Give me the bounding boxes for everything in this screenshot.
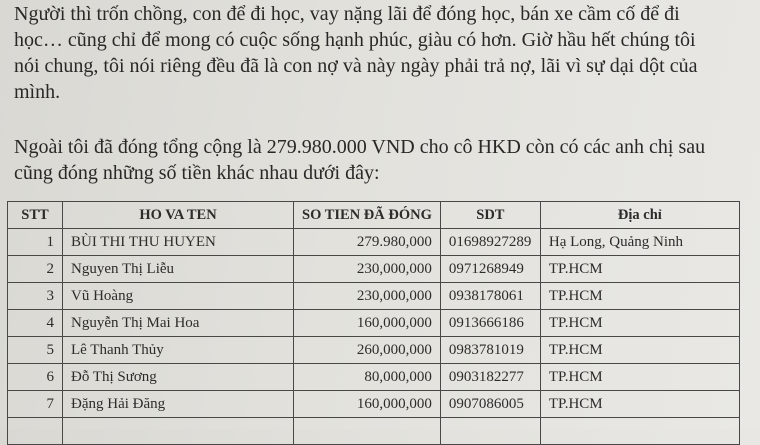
table-row [8,364,740,391]
summary-paragraph [14,134,754,186]
paragraph-line: nói chung, tôi nói riêng đều đã là con nợ và này ngày phải trả nợ, lãi vì sự dại dột của [14,55,698,77]
cell-empty [8,418,63,445]
cell-stt: 7 [8,391,63,418]
paragraph-line: Ngoài tôi đã đóng tổng cộng là 279.980.000 VND cho cô HKD còn có các anh chị sau [14,136,706,158]
cell-amount: 80,000,000 [294,364,441,391]
table-row [8,310,740,337]
cell-amount: 160,000,000 [294,391,441,418]
cell-name: Nguyễn Thị Mai Hoa [63,310,294,337]
cell-phone: 01698927289 [440,229,540,256]
header-phone: SDT [440,202,540,229]
cell-name: Đỗ Thị Sương [63,364,294,391]
cell-stt: 1 [8,229,63,256]
table-row [8,283,740,310]
paragraph-line: Người thì trốn chồng, con để đi học, vay nặng lãi để đóng học, bán xe cầm cố để đi [14,3,680,25]
header-name: HO VA TEN [63,202,294,229]
cell-amount: 230,000,000 [294,256,441,283]
cell-stt: 4 [8,310,63,337]
cell-phone: 0903182277 [440,364,540,391]
cell-empty [63,418,294,445]
payments-table [7,201,740,445]
cell-address: TP.HCM [540,364,739,391]
cell-address: TP.HCM [540,310,739,337]
header-address: Địa chỉ [540,202,739,229]
cell-amount: 279.980,000 [294,229,441,256]
cell-address: TP.HCM [540,256,739,283]
cell-address: TP.HCM [540,337,739,364]
table-row [8,256,740,283]
paragraph-line: cũng đóng những số tiền khác nhau dưới đây: [14,162,380,184]
cell-name: Nguyen Thị Liễu [63,256,294,283]
table-header-row [8,202,740,229]
cell-stt: 2 [8,256,63,283]
intro-paragraph [14,1,754,105]
cell-stt: 5 [8,337,63,364]
table-row [8,391,740,418]
cell-phone: 0907086005 [440,391,540,418]
cell-address: Hạ Long, Quảng Ninh [540,229,739,256]
cell-address: TP.HCM [540,391,739,418]
cell-empty [440,418,540,445]
header-amount: SO TIEN ĐÃ ĐÓNG [294,202,441,229]
table-row [8,337,740,364]
cell-amount: 160,000,000 [294,310,441,337]
cell-phone: 0938178061 [440,283,540,310]
cell-name: Vũ Hoàng [63,283,294,310]
cell-name: Đặng Hải Đăng [63,391,294,418]
paragraph-line: mình. [14,81,61,103]
paragraph-line: học… cũng chỉ để mong có cuộc sống hạnh phúc, giàu có hơn. Giờ hầu hết chúng tôi [14,29,696,51]
header-stt: STT [8,202,63,229]
cell-name: Lê Thanh Thủy [63,337,294,364]
cell-stt: 6 [8,364,63,391]
cell-amount: 230,000,000 [294,283,441,310]
cell-name: BÙI THI THU HUYEN [63,229,294,256]
table-row-cutoff [8,418,740,445]
cell-phone: 0913666186 [440,310,540,337]
cell-amount: 260,000,000 [294,337,441,364]
cell-stt: 3 [8,283,63,310]
table-row [8,229,740,256]
cell-empty [294,418,441,445]
cell-phone: 0983781019 [440,337,540,364]
cell-phone: 0971268949 [440,256,540,283]
cell-empty [540,418,739,445]
cell-address: TP.HCM [540,283,739,310]
